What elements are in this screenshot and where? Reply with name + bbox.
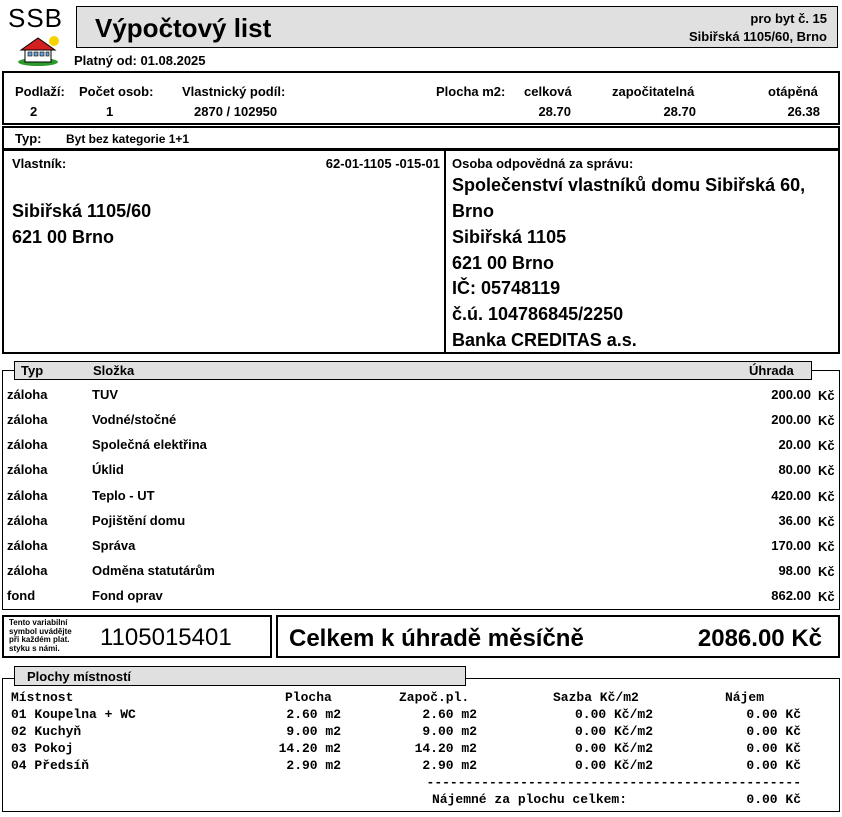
area-label: Plocha m2: <box>436 84 506 99</box>
heated-area-label: otápěná <box>768 84 818 99</box>
room-rent: 0.00 Kč <box>746 724 801 739</box>
logo <box>8 4 70 70</box>
variable-symbol-box <box>2 615 272 658</box>
payment-amount: 200.00 <box>771 387 811 402</box>
room-counted: 2.60 m2 <box>422 707 477 722</box>
payment-currency: Kč <box>818 564 835 579</box>
payment-amount: 98.00 <box>778 563 811 578</box>
payment-item: Teplo - UT <box>92 488 155 503</box>
manager-box <box>444 149 840 354</box>
logo-text: SSB <box>8 3 64 33</box>
room-row <box>11 723 811 740</box>
room-rent: 0.00 Kč <box>746 758 801 773</box>
owner-code: 62-01-1105 -015-01 <box>325 156 440 171</box>
vs-note-line: styku s námi. <box>9 643 60 653</box>
payment-item: Odměna statutárům <box>92 563 215 578</box>
payment-type: záloha <box>7 462 48 477</box>
rooms-separator-row <box>11 774 811 791</box>
page-title: Výpočtový list <box>95 13 272 43</box>
rooms-header-row <box>11 689 811 706</box>
total-box <box>276 615 840 658</box>
payment-item: Pojištění domu <box>92 513 186 528</box>
total-label: Celkem k úhradě měsíčně <box>289 625 584 652</box>
rooms-total-row <box>11 791 811 808</box>
payment-item: Fond oprav <box>92 588 163 603</box>
payment-currency: Kč <box>818 438 835 453</box>
room-area: 14.20 m2 <box>278 741 341 756</box>
payment-amount: 80.00 <box>778 462 811 477</box>
payment-currency: Kč <box>818 489 835 504</box>
type-label: Typ: <box>15 131 42 146</box>
payment-type: záloha <box>7 437 48 452</box>
payment-type: fond <box>7 588 36 603</box>
manager-line: 621 00 Brno <box>452 253 555 273</box>
room-counted: 9.00 m2 <box>422 724 477 739</box>
room-row <box>11 706 811 723</box>
share-value: 2870 / 102950 <box>194 104 278 119</box>
payment-amount: 200.00 <box>771 412 811 427</box>
total-amount: 2086.00 Kč <box>697 625 822 652</box>
vs-note-line: při každém plat. <box>9 635 70 644</box>
payment-amount: 420.00 <box>771 488 811 503</box>
payment-item: Vodné/stočné <box>92 412 177 427</box>
payment-currency: Kč <box>818 539 835 554</box>
rooms-header <box>14 666 466 686</box>
vs-note-line: symbol uvádějte <box>9 626 72 636</box>
payment-item: Úklid <box>92 462 124 477</box>
persons-value: 1 <box>106 104 114 119</box>
flat-label: pro byt č. 15 <box>750 11 827 26</box>
payment-item: Správa <box>92 538 136 553</box>
manager-line: č.ú. 104786845/2250 <box>452 304 624 324</box>
type-value: Byt bez kategorie 1+1 <box>66 132 190 146</box>
owner-label: Vlastník: <box>12 156 67 171</box>
payment-amount: 20.00 <box>778 437 811 452</box>
floor-label: Podlaží: <box>15 84 65 99</box>
payment-type: záloha <box>7 488 48 503</box>
room-row <box>11 757 811 774</box>
payment-currency: Kč <box>818 514 835 529</box>
owner-address-line1: Sibiřská 1105/60 <box>12 201 152 221</box>
valid-from: Platný od: 01.08.2025 <box>74 53 206 68</box>
info-box <box>2 71 840 125</box>
room-name: 02 Kuchyň <box>11 724 82 739</box>
vs-note <box>9 619 72 653</box>
type-row <box>2 126 840 150</box>
share-label: Vlastnický podíl: <box>182 84 286 99</box>
payment-type: záloha <box>7 538 48 553</box>
owner-box <box>2 149 446 354</box>
room-row <box>11 740 811 757</box>
manager-line: Banka CREDITAS a.s. <box>452 330 637 350</box>
counted-area-label: započitatelná <box>612 84 695 99</box>
payment-amount: 170.00 <box>771 538 811 553</box>
col-rent-header: Nájem <box>725 690 765 705</box>
room-counted: 14.20 m2 <box>414 741 477 756</box>
payment-type: záloha <box>7 513 48 528</box>
col-rate-header: Sazba Kč/m2 <box>553 690 639 705</box>
col-counted-header: Započ.pl. <box>399 690 470 705</box>
payment-currency: Kč <box>818 413 835 428</box>
payment-item: Společná elektřina <box>92 437 207 452</box>
room-rate: 0.00 Kč/m2 <box>574 707 653 722</box>
col-area-header: Plocha <box>285 690 332 705</box>
col-room-header: Místnost <box>11 690 74 705</box>
house-icon <box>16 34 60 66</box>
total-area-label: celková <box>524 84 572 99</box>
room-rate: 0.00 Kč/m2 <box>574 724 653 739</box>
variable-symbol: 1105015401 <box>100 624 232 651</box>
payment-amount: 862.00 <box>771 588 811 603</box>
counted-area-value: 28.70 <box>663 104 696 119</box>
payment-type: záloha <box>7 412 48 427</box>
rooms-table <box>11 689 811 808</box>
room-counted: 2.90 m2 <box>422 758 477 773</box>
manager-line: IČ: 05748119 <box>452 278 561 298</box>
manager-label: Osoba odpovědná za správu: <box>452 156 634 171</box>
rooms-total-value: 0.00 Kč <box>746 792 801 807</box>
payment-type: záloha <box>7 563 48 578</box>
owner-address-line2: 621 00 Brno <box>12 227 115 247</box>
payments-header <box>14 361 812 380</box>
manager-line: Společenství vlastníků domu Sibiřská 60, <box>452 175 806 195</box>
vs-note-line: Tento variabilní <box>9 618 68 627</box>
room-rent: 0.00 Kč <box>746 707 801 722</box>
floor-value: 2 <box>30 104 38 119</box>
room-name: 01 Koupelna + WC <box>11 707 136 722</box>
room-rate: 0.00 Kč/m2 <box>574 741 653 756</box>
total-area-value: 28.70 <box>538 104 571 119</box>
persons-label: Počet osob: <box>79 84 154 99</box>
col-item-header: Složka <box>93 363 135 378</box>
col-amount-header: Úhrada <box>749 363 794 378</box>
room-area: 9.00 m2 <box>286 724 341 739</box>
rooms-total-label: Nájemné za plochu celkem: <box>432 792 628 807</box>
room-rent: 0.00 Kč <box>746 741 801 756</box>
room-area: 2.60 m2 <box>286 707 341 722</box>
title-bar <box>76 6 838 48</box>
rooms-title: Plochy místností <box>27 669 132 684</box>
room-name: 04 Předsíň <box>11 758 90 773</box>
rooms-separator: ------------------------------------------------ <box>426 775 801 790</box>
room-name: 03 Pokoj <box>11 741 74 756</box>
payment-item: TUV <box>92 387 118 402</box>
building-address: Sibiřská 1105/60, Brno <box>688 29 827 44</box>
payment-amount: 36.00 <box>778 513 811 528</box>
heated-area-value: 26.38 <box>787 104 820 119</box>
payment-currency: Kč <box>818 589 835 604</box>
room-area: 2.90 m2 <box>286 758 341 773</box>
payment-currency: Kč <box>818 463 835 478</box>
manager-line: Brno <box>452 201 494 221</box>
col-type-header: Typ <box>21 363 44 378</box>
manager-line: Sibiřská 1105 <box>452 227 567 247</box>
payment-type: záloha <box>7 387 48 402</box>
room-rate: 0.00 Kč/m2 <box>574 758 653 773</box>
payment-currency: Kč <box>818 388 835 403</box>
